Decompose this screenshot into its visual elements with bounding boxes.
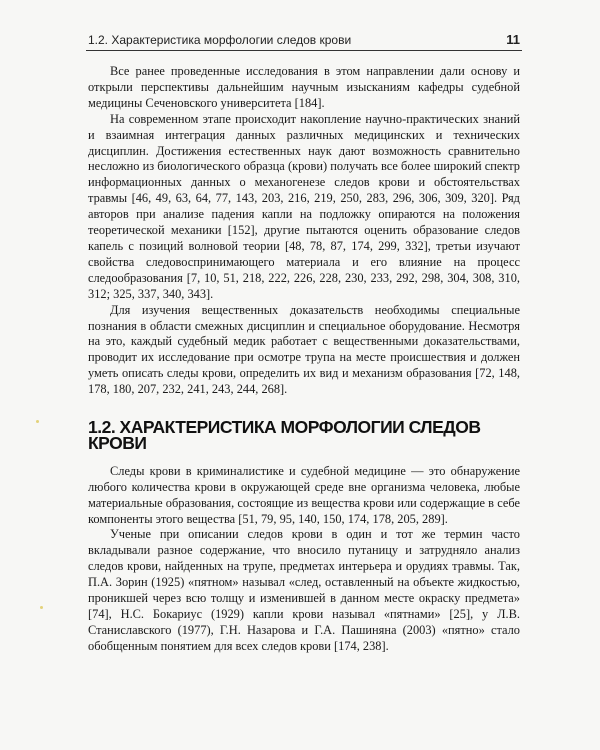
paragraph: Все ранее проведенные исследования в этом направлении дали основу и открыли перспективы дальнейшим научным изысканиям кафедры судебной медицины Сеченовского университета [184]. <box>88 64 520 110</box>
page-number: 11 <box>506 32 520 47</box>
running-title: 1.2. Характеристика морфологии следов крови <box>88 33 352 47</box>
paragraph: Для изучения вещественных доказательств необходимы специальные познания в области смежных дисциплин и специальное оборудование. Несмотря на это, каждый судебный медик работает с вещественными доказательствами, проводит их исследование при осмотре трупа на месте происшествия и должен уметь описать следы крови, определить их вид и механизм образования [72, 148, 178, 180, 207, 232, 241, 243, 244, 268]. <box>88 302 520 397</box>
paragraph: Ученые при описании следов крови в один и тот же термин часто вкладывали разное содержание, что вносило путаницу и затрудняло анализ следов крови, найденных на трупе, предметах интерьера и орудиях травмы. Так, П.А. Зорин (1925) «пятном» называл «след, оставленный на объекте жидкостью, проникшей через всю толщу и изменившей в данном месте окраску предмета» [74], Н.С. Бокариус (1929) капли крови называл «пятнами» [25], у Л.В. Станиславского (1977), Г.Н. Назарова и Г.А. Пашиняна (2003) «пятно» стало обобщенным понятием для всех следов крови [174, 238]. <box>88 527 520 653</box>
running-header <box>88 32 520 47</box>
paragraph: Следы крови в криминалистике и судебной медицине — это обнаружение любого количества крови в окружающей среде вне организма человека, любые материальные образования, состоящие из вещества крови или содержащие в себе компоненты этого вещества [51, 79, 95, 140, 150, 174, 178, 205, 289]. <box>88 463 520 526</box>
margin-speck <box>40 606 43 609</box>
page-body <box>88 64 520 655</box>
section-heading: 1.2. ХАРАКТЕРИСТИКА МОРФОЛОГИИ СЛЕДОВ КРОВИ <box>88 417 481 453</box>
header-rule <box>86 50 522 51</box>
paragraph: На современном этапе происходит накопление научно-практических знаний и взаимная интеграция данных различных медицинских и технических дисциплин. Достижения естественных наук дают возможность сравнительно несложно из биологического образца (крови) получать все более широкий спектр информационных данных о механогенезе следов крови и обстоятельствах травмы [46, 49, 63, 64, 77, 143, 203, 216, 219, 250, 283, 296, 306, 309, 320]. Ряд авторов при анализе падения капли на подложку опираются на положения теоретической механики [152], другие пытаются оценить образование следов капель с позиций волновой теории [48, 78, 87, 174, 299, 332], третьи изучают свойства следовоспринимающего материала и его влияние на процесс следообразования [7, 10, 51, 218, 222, 226, 228, 230, 233, 292, 298, 304, 308, 310, 312; 325, 337, 340, 343]. <box>88 111 520 301</box>
margin-speck <box>36 420 39 423</box>
